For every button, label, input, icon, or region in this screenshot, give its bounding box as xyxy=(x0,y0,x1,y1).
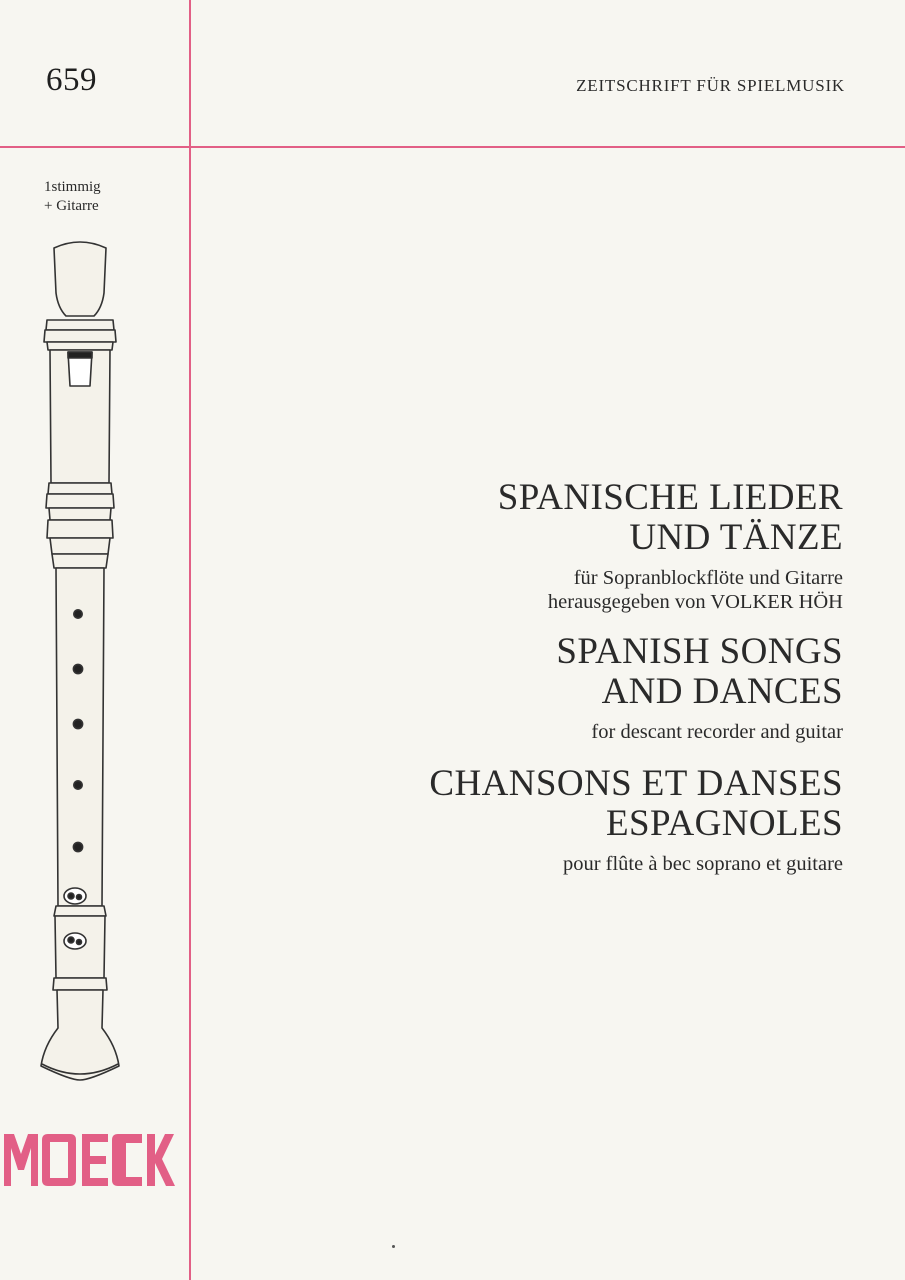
voicing-line-1: 1stimmig xyxy=(44,179,101,195)
recorder-icon xyxy=(30,238,130,1088)
voicing-note xyxy=(44,178,101,216)
french-subtitle: pour flûte à bec soprano et guitare xyxy=(562,853,843,875)
vertical-rule xyxy=(189,0,191,1280)
title-block xyxy=(283,478,843,876)
french-title-line-1: CHANSONS ET DANSES xyxy=(429,763,843,804)
english-subtitle: for descant recorder and guitar xyxy=(591,721,843,743)
english-title-line-1: SPANISH SONGS xyxy=(556,631,843,672)
horizontal-rule xyxy=(0,146,905,148)
german-title-line-1: SPANISCHE LIEDER xyxy=(497,477,843,518)
voicing-line-2: + Gitarre xyxy=(44,198,99,214)
editor-credit: herausgegeben von VOLKER HÖH xyxy=(547,591,843,613)
english-title-line-2: AND DANCES xyxy=(601,671,843,712)
series-number: 659 xyxy=(46,62,97,98)
german-subtitle: für Sopranblockflöte und Gitarre xyxy=(573,567,843,589)
french-title-line-2: ESPAGNOLES xyxy=(605,803,843,844)
publisher-logo xyxy=(2,1132,177,1188)
german-title-line-2: UND TÄNZE xyxy=(629,517,843,558)
series-title: ZEITSCHRIFT FÜR SPIELMUSIK xyxy=(576,76,845,95)
print-speck xyxy=(392,1245,395,1248)
